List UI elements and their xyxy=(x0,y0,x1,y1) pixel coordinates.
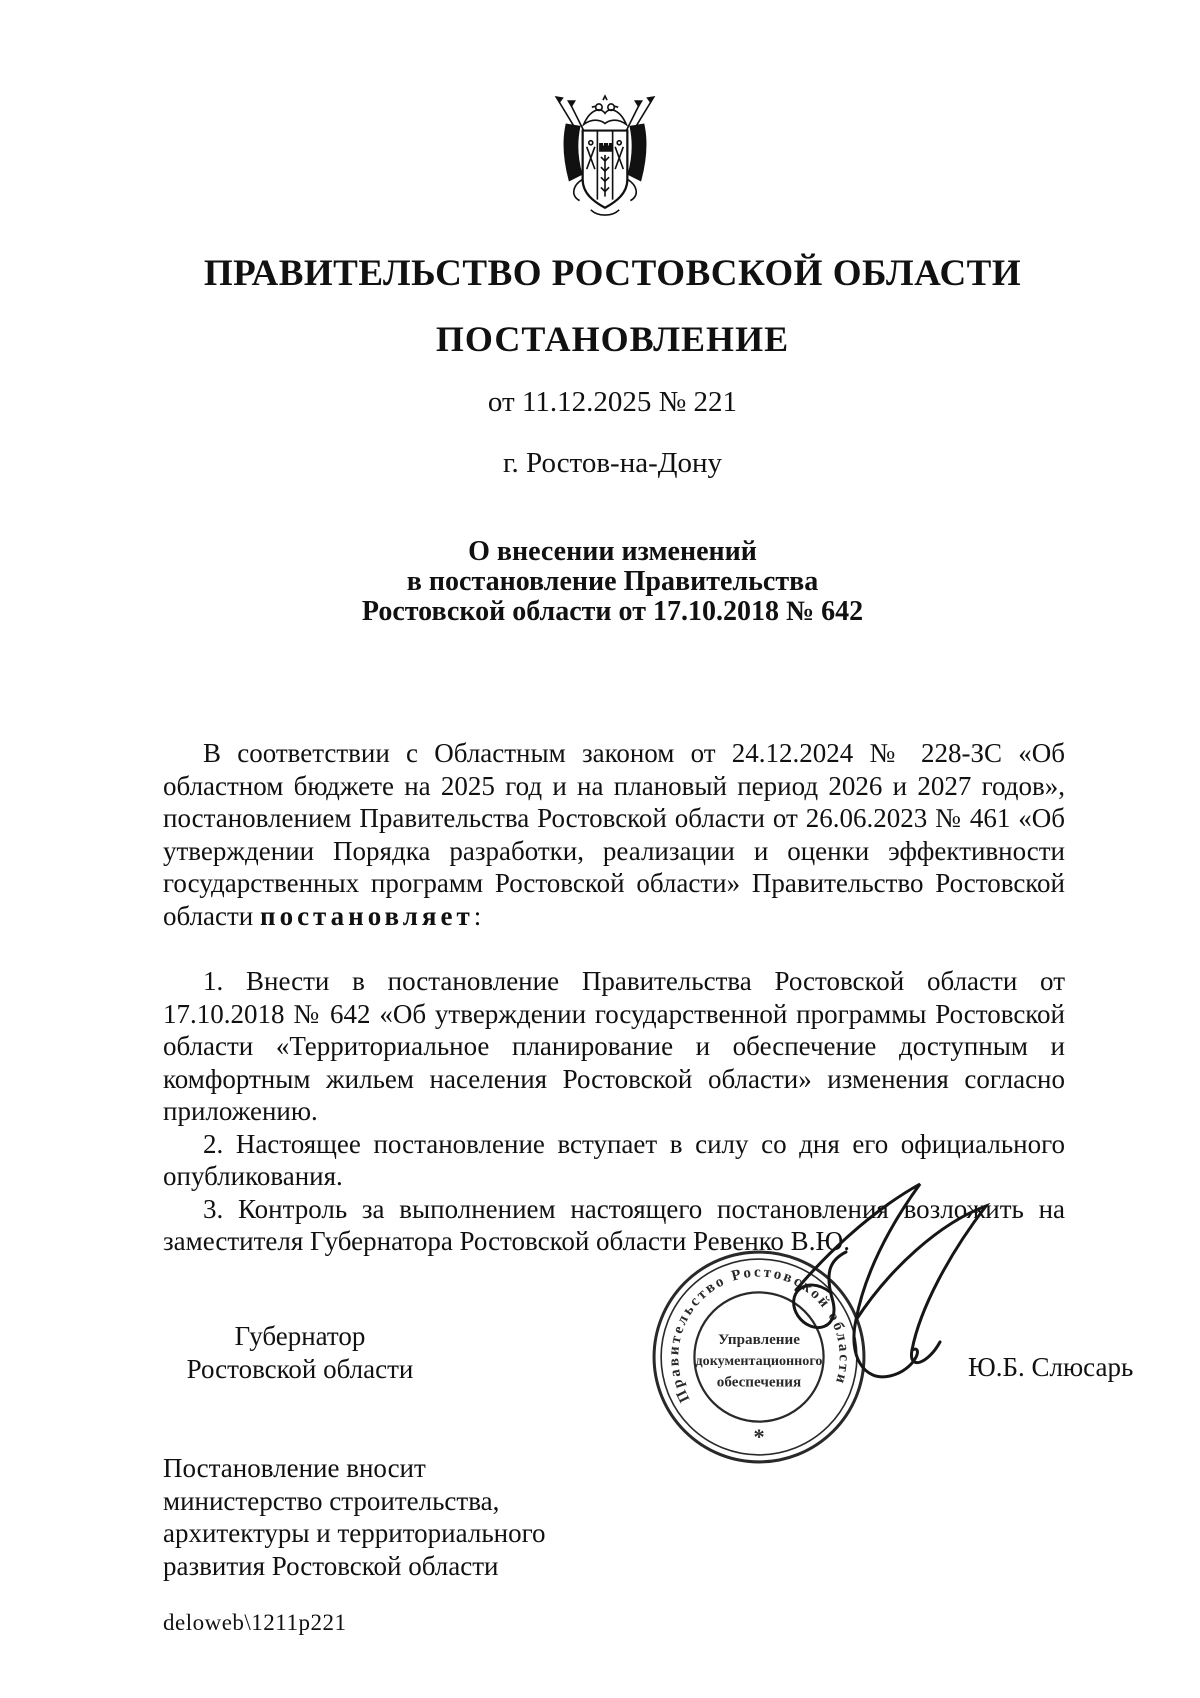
doc-title-line: Ростовской области от 17.10.2018 № 642 xyxy=(361,596,864,627)
submitted-line: развития Ростовской области xyxy=(163,1550,499,1581)
preamble-colon: : xyxy=(473,900,482,931)
item-paragraph-1: 1. Внести в постановление Правительства Ростовской области от 17.10.2018 № 642 «Об утверждении государственной программы Ростовской области «Территориальное планирование и обеспечение доступным и комфортным жильем населения Ростовской области» изменения согласно приложению. xyxy=(163,966,1065,1126)
signer-post-line: Губернатор xyxy=(234,1321,366,1351)
stamp-star: * xyxy=(753,1423,765,1449)
preamble-paragraph xyxy=(163,737,1065,932)
preamble-emphasis: постановляет xyxy=(260,900,474,931)
stamp-center-line: Управление xyxy=(718,1331,800,1348)
submitted-line: министерство строительства, xyxy=(163,1485,500,1516)
doc-title-line: О внесении изменений xyxy=(468,536,757,567)
signer-post xyxy=(160,1320,440,1386)
item-paragraph-2: 2. Настоящее постановление вступает в силу со дня его официального опубликования. xyxy=(163,1128,1065,1191)
signer-post-line: Ростовской области xyxy=(186,1354,414,1384)
coat-of-arms-icon xyxy=(549,94,661,224)
submitted-by xyxy=(163,1452,546,1582)
item-paragraph-3: 3. Контроль за выполнением настоящего постановления возложить на заместителя Губернатора Ростовской области Ревенко В.Ю. xyxy=(163,1193,1065,1256)
stamp-ring-text: Правительство Ростовской области xyxy=(666,1264,852,1405)
stamp-center-line: документационного xyxy=(695,1353,823,1370)
org-name: ПРАВИТЕЛЬСТВО РОСТОВСКОЙ ОБЛАСТИ xyxy=(203,253,1022,294)
city-line: г. Ростов-на-Дону xyxy=(502,447,723,479)
submitted-line: архитектуры и территориального xyxy=(163,1518,546,1548)
stamp-center-line: обеспечения xyxy=(716,1374,802,1391)
doc-title-line: в постановление Правительства xyxy=(406,566,819,597)
doc-type: ПОСТАНОВЛЕНИЕ xyxy=(435,319,790,359)
preamble-text: В соответствии с Областным законом от 24.12.2024 № 228-ЗС «Об областном бюджете на 2025 год и на плановый период 2026 и 2027 годов», постановлением Правительства Ростовской области от 26.06.2023 № 461 «Об утверждении Порядка разработки, реализации и оценки эффективности государственных программ Ростовской области» Правительство Ростовской области xyxy=(163,738,1065,931)
footer-file-code: deloweb\1211p221 xyxy=(163,1610,347,1635)
submitted-line: Постановление вносит xyxy=(163,1453,426,1483)
date-number-line: от 11.12.2025 № 221 xyxy=(487,386,738,418)
doc-title xyxy=(160,537,1065,627)
signer-name: Ю.Б. Слюсарь xyxy=(968,1352,1134,1382)
